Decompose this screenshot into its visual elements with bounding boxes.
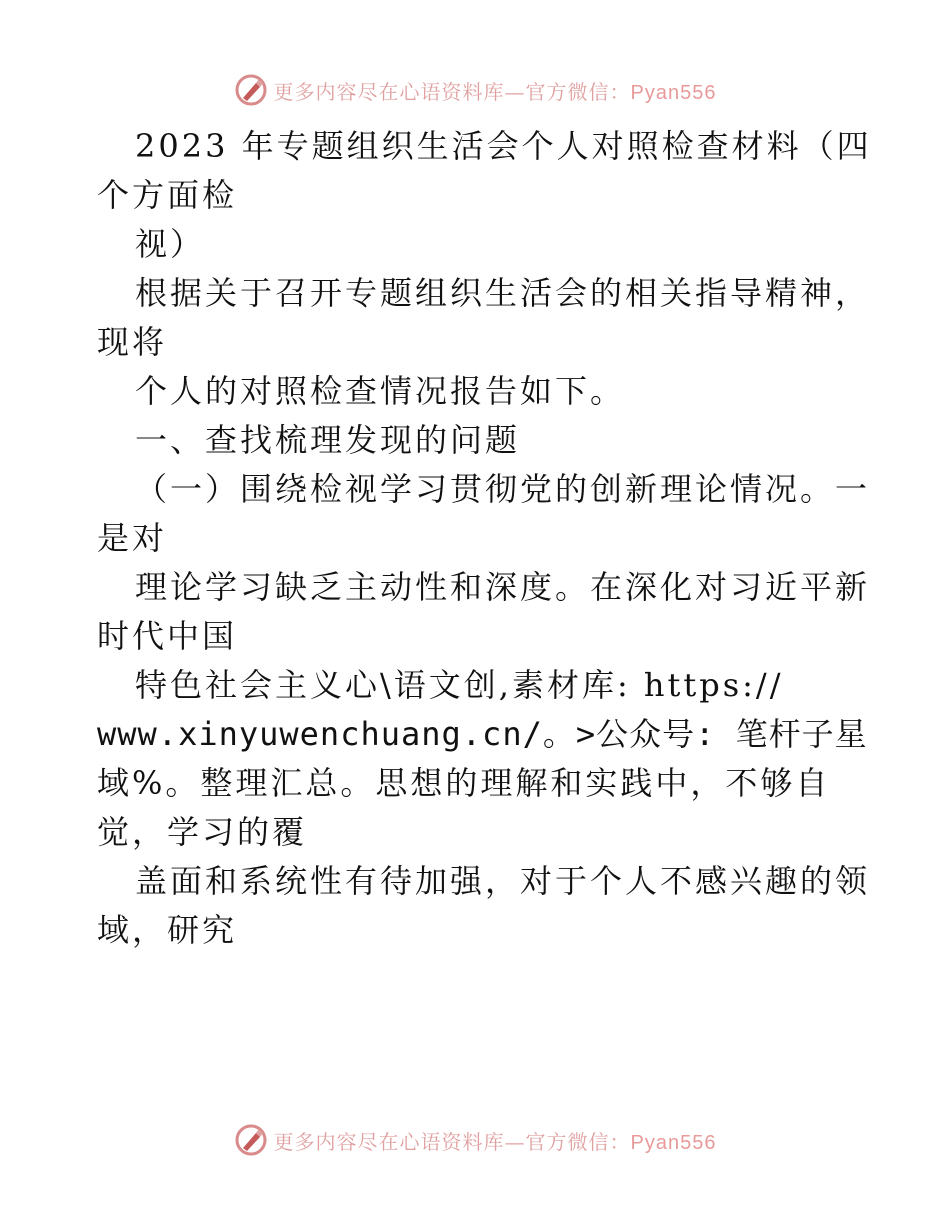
document-body <box>97 122 872 955</box>
url-line: www.xinyuwenchuang.cn/。>公众号: 笔杆子星 <box>97 715 868 753</box>
paragraph-line: 时代中国 <box>97 617 238 655</box>
paragraph-line: 特色社会主义心\语文创,素材库: https:// <box>135 666 784 704</box>
footer-banner-text: 更多内容尽在心语资料库—官方微信：Pyan556 <box>273 1129 717 1154</box>
section-heading: 一、查找梳理发现的问题 <box>135 421 521 459</box>
subsection-heading: （一）围绕检视学习贯彻党的创新理论情况。一 <box>135 470 871 508</box>
footer-banner <box>0 1120 950 1160</box>
pen-nib-logo-icon <box>234 1123 268 1157</box>
title-line-3: 视） <box>135 225 206 263</box>
paragraph-line: 现将 <box>97 323 168 361</box>
paragraph-line: 理论学习缺乏主动性和深度。在深化对习近平新 <box>135 568 871 606</box>
title-line-1: 2023 年专题组织生活会个人对照检查材料（四 <box>135 127 872 165</box>
header-banner <box>0 70 950 110</box>
paragraph-line: 域%。整理汇总。思想的理解和实践中，不够自 <box>97 764 831 802</box>
header-banner-text: 更多内容尽在心语资料库—官方微信：Pyan556 <box>273 79 717 104</box>
paragraph-line: 盖面和系统性有待加强，对于个人不感兴趣的领 <box>135 862 871 900</box>
pen-nib-logo-icon <box>234 73 268 107</box>
paragraph-line: 域，研究 <box>97 911 238 949</box>
paragraph-line: 根据关于召开专题组织生活会的相关指导精神， <box>135 274 871 312</box>
paragraph-line: 是对 <box>97 519 168 557</box>
paragraph-line: 个人的对照检查情况报告如下。 <box>135 372 626 410</box>
paragraph-line: 觉，学习的覆 <box>97 813 308 851</box>
title-line-2: 个方面检 <box>97 176 238 214</box>
